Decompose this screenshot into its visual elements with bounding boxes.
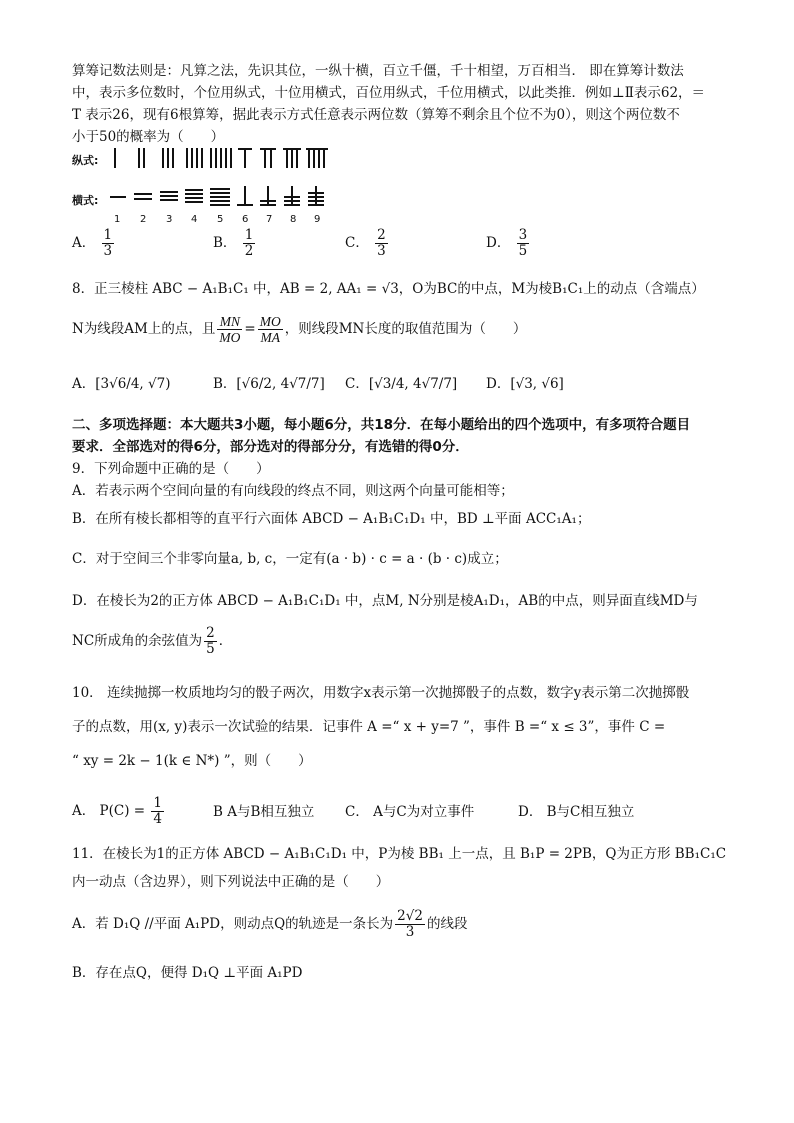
vertical-rod-1 xyxy=(114,148,116,168)
digit-label: 7 xyxy=(266,214,273,225)
digit-label: 6 xyxy=(242,214,249,225)
q10-option-c[interactable]: C． A与C为对立事件 xyxy=(345,804,475,820)
option-label: D． xyxy=(486,235,511,251)
q7-option-b[interactable] xyxy=(213,228,257,259)
numerator: 1 xyxy=(103,227,113,243)
fraction xyxy=(243,228,256,259)
counting-rods-figure xyxy=(72,148,372,228)
equals-sign: = xyxy=(244,321,256,337)
fraction xyxy=(102,228,115,259)
horizontal-label: 横式: xyxy=(72,194,99,207)
q7-line4: 小于50的概率为（ ） xyxy=(72,129,225,145)
numerator: 2√2 xyxy=(397,908,423,924)
q9-block xyxy=(72,458,732,502)
q8-option-b[interactable]: B．[√6/2, 4√7/7] xyxy=(213,376,325,392)
fraction xyxy=(395,909,425,940)
q9-option-a[interactable]: A．若表示两个空间向量的有向线段的终点不同，则这两个向量可能相等； xyxy=(72,483,514,499)
numerator: 2 xyxy=(206,625,215,641)
q8-line2-pre: N为线段AM上的点，且 xyxy=(72,321,216,337)
q11-option-b[interactable]: B．存在点Q，便得 D₁Q ⊥平面 A₁PD xyxy=(72,965,303,981)
q10-option-d[interactable]: D． B与C相互独立 xyxy=(518,804,635,820)
digit-label: 4 xyxy=(191,214,198,225)
digit-label: 8 xyxy=(290,214,297,225)
q11-a-post: 的线段 xyxy=(426,916,468,932)
q8-option-c[interactable]: C．[√3/4, 4√7/7] xyxy=(345,376,458,392)
q8-line2-post: ，则线段MN长度的取值范围为（ ） xyxy=(284,321,527,337)
q7-option-a[interactable] xyxy=(72,228,116,259)
q11-line1: 11．在棱长为1的正方体 ABCD − A₁B₁C₁D₁ 中，P为棱 BB₁ 上一点，且 B₁P = 2PB，Q为正方形 BB₁C₁C xyxy=(72,846,727,862)
q11-a-pre: A．若 D₁Q //平面 A₁PD，则动点Q的轨迹是一条长为 xyxy=(72,916,394,932)
numerator: MN xyxy=(217,314,242,330)
q11-line2: 内一动点（含边界），则下列说法中正确的是（ ） xyxy=(72,874,390,890)
q9-option-d-line1[interactable]: D．在棱长为2的正方体 ABCD − A₁B₁C₁D₁ 中，点M, N分别是棱A₁D₁，AB的中点，则异面直线MD与 xyxy=(72,593,698,609)
numerator: 1 xyxy=(153,795,162,811)
vertical-label: 纵式: xyxy=(72,154,99,167)
horizontal-rod-1 xyxy=(110,196,126,198)
q10-stem xyxy=(72,676,732,778)
section-2-line2: 要求．全部选对的得6分，部分选对的得部分分，有选错的得0分． xyxy=(72,439,469,455)
q10-line3: “ xy = 2k − 1(k ∈ N*) ”，则（ ） xyxy=(72,753,312,769)
denominator: 3 xyxy=(377,243,386,259)
section-2-line1: 二、多项选择题：本大题共3小题，每小题6分，共18分．在每小题给出的四个选项中，有多项符合题目 xyxy=(72,417,691,433)
numerator: 3 xyxy=(518,227,528,243)
fraction xyxy=(151,796,164,827)
q9-option-d-line2[interactable] xyxy=(72,624,732,658)
numerator: 1 xyxy=(244,227,254,243)
digit-label: 2 xyxy=(140,214,147,225)
denominator: 5 xyxy=(206,641,215,657)
denominator: MO xyxy=(219,330,241,345)
digit-label: 9 xyxy=(314,214,321,225)
option-label: A． P(C) = xyxy=(72,803,146,819)
option-label: A． xyxy=(72,235,96,251)
q10-option-b[interactable]: B A与B相互独立 xyxy=(213,804,315,820)
option-label: C． xyxy=(345,235,369,251)
q10-line1: 10． 连续抛掷一枚质地均匀的骰子两次，用数字x表示第一次抛掷骰子的点数，数字y表示第二次抛掷骰 xyxy=(72,685,690,701)
digit-label: 1 xyxy=(114,214,121,225)
q7-stem xyxy=(72,60,732,148)
q9-d2-post: ． xyxy=(218,633,233,649)
q7-line1: 算筹记数法则是：凡算之法，先识其位，一纵十横，百立千僵，千十相望，万百相当． 即在算筹计数法 xyxy=(72,63,684,79)
option-label: B． xyxy=(213,235,237,251)
denominator: MA xyxy=(260,330,280,345)
q9-option-c[interactable]: C．对于空间三个非零向量a, b, c，一定有(a · b) · c = a · (b · c)成立； xyxy=(72,551,508,567)
q8-line1: 8．正三棱柱 ABC − A₁B₁C₁ 中，AB = 2, AA₁ = √3，O为BC的中点，M为棱B₁C₁上的动点（含端点） xyxy=(72,281,705,297)
q8-line2 xyxy=(72,312,732,346)
fraction xyxy=(375,228,388,259)
digit-label: 3 xyxy=(166,214,173,225)
q9-d2-pre: NC所成角的余弦值为 xyxy=(72,633,203,649)
denominator: 3 xyxy=(103,243,113,259)
q9-stem: 9．下列命题中正确的是（ ） xyxy=(72,461,270,477)
q8-option-a[interactable]: A．[3√6/4, √7) xyxy=(72,376,171,392)
q7-line3: T 表示26，现有6根算筹，据此表示方式任意表示两位数（算筹不剩余且个位不为0），则这个两位数不 xyxy=(72,107,680,123)
q11-stem xyxy=(72,840,732,896)
q7-option-d[interactable] xyxy=(486,228,531,259)
q8-option-d[interactable]: D．[√3, √6] xyxy=(486,376,564,392)
q7-option-c[interactable] xyxy=(345,228,390,259)
fraction xyxy=(204,626,217,657)
q9-option-b[interactable]: B．在所有棱长都相等的直平行六面体 ABCD − A₁B₁C₁D₁ 中，BD ⊥平面 ACC₁A₁； xyxy=(72,511,591,527)
q10-line2: 子的点数，用(x, y)表示一次试验的结果．记事件 A =“ x + y=7 ”，事件 B =“ x ≤ 3”，事件 C = xyxy=(72,719,666,735)
digit-label: 5 xyxy=(217,214,224,225)
denominator: 5 xyxy=(518,243,528,259)
numerator: 2 xyxy=(377,227,386,243)
numerator: MO xyxy=(259,314,281,329)
denominator: 2 xyxy=(244,243,254,259)
section-2-header xyxy=(72,414,732,458)
denominator: 3 xyxy=(405,924,415,940)
q10-option-a[interactable] xyxy=(72,796,166,827)
fraction xyxy=(258,314,283,345)
fraction xyxy=(217,314,242,345)
q11-option-a[interactable] xyxy=(72,906,732,942)
q7-line2: 中，表示多位数时，个位用纵式，十位用横式，百位用纵式，千位用横式，以此类推．例如⊥Ⅱ表示62，＝ xyxy=(72,85,706,101)
denominator: 4 xyxy=(153,811,162,827)
fraction xyxy=(517,228,530,259)
